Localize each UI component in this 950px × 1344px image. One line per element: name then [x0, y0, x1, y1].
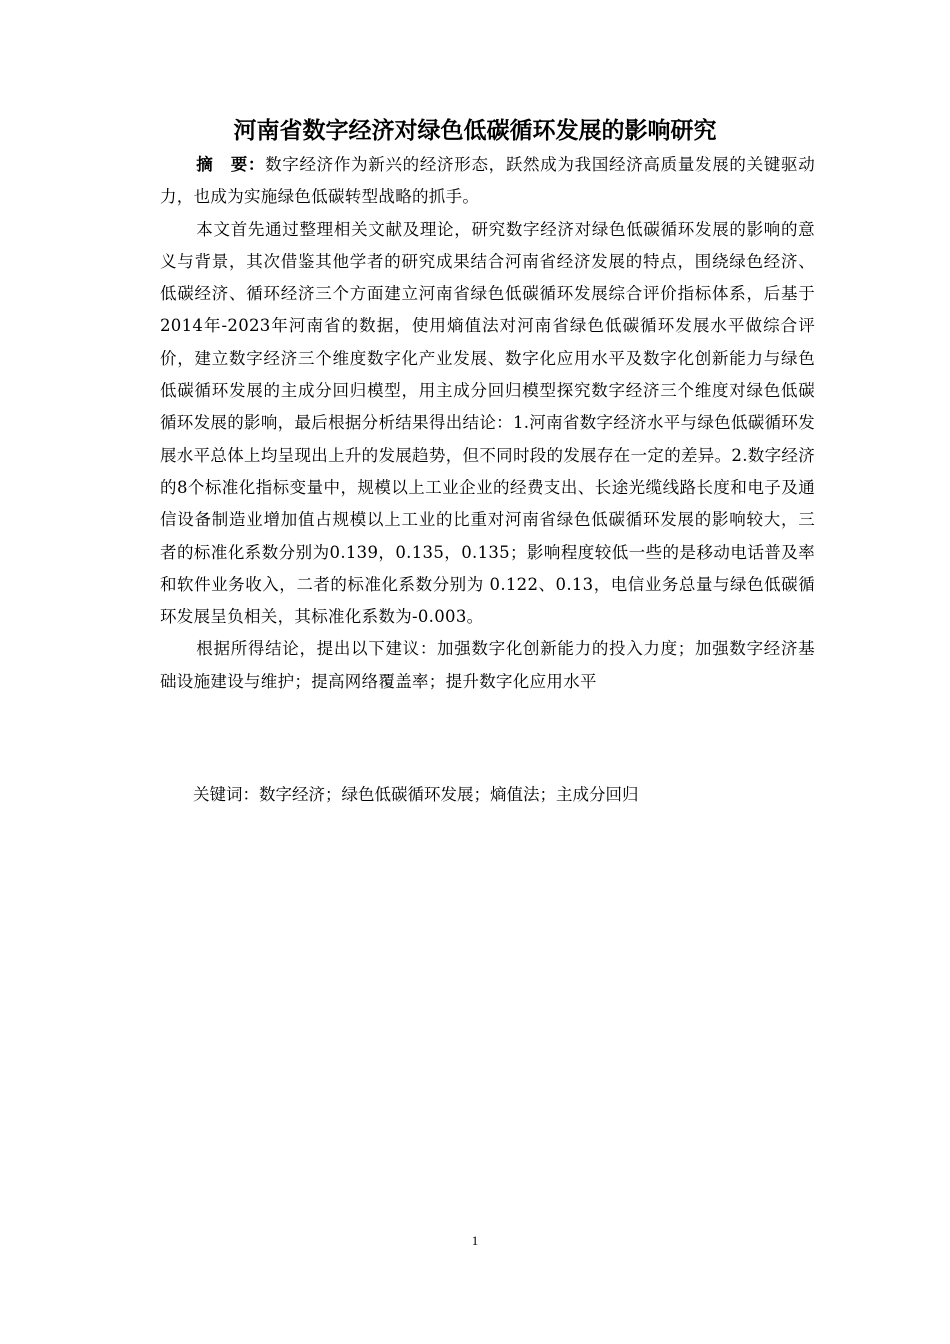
abstract-paragraph-1-text: 数字经济作为新兴的经济形态，跃然成为我国经济高质量发展的关键驱动力，也成为实施绿色低碳转型战略的抓手。 [160, 155, 815, 207]
abstract-paragraph-2: 本文首先通过整理相关文献及理论，研究数字经济对绿色低碳循环发展的影响的意义与背景，其次借鉴其他学者的研究成果结合河南省经济发展的特点，围绕绿色经济、低碳经济、循环经济三个方面建立河南省绿色低碳循环发展综合评价指标体系，后基于2014年-2023年河南省的数据，使用熵值法对河南省绿色低碳循环发展水平做综合评价，建立数字经济三个维度数字化产业发展、数字化应用水平及数字化创新能力与绿色低碳循环发展的主成分回归模型，用主成分回归模型探究数字经济三个维度对绿色低碳循环发展的影响，最后根据分析结果得出结论：1.河南省数字经济水平与绿色低碳循环发展水平总体上均呈现出上升的发展趋势，但不同时段的发展存在一定的差异。2.数字经济的8个标准化指标变量中，规模以上工业企业的经费支出、长途光缆线路长度和电子及通信设备制造业增加值占规模以上工业的比重对河南省绿色低碳循环发展的影响较大，三者的标准化系数分别为0.139，0.135，0.135；影响程度较低一些的是移动电话普及率和软件业务收入，二者的标准化系数分别为 0.122、0.13，电信业务总量与绿色低碳循环发展呈负相关，其标准化系数为-0.003。 [160, 219, 815, 627]
abstract-paragraph-1 [160, 149, 815, 214]
keywords-line [193, 779, 813, 811]
abstract-paragraph-3: 根据所得结论，提出以下建议：加强数字化创新能力的投入力度；加强数字经济基础设施建设与维护；提高网络覆盖率；提升数字化应用水平 [160, 639, 815, 691]
paper-title: 河南省数字经济对绿色低碳循环发展的影响研究 [233, 118, 717, 144]
abstract-section [160, 149, 815, 698]
keywords-text: 数字经济；绿色低碳循环发展；熵值法；主成分回归 [259, 785, 639, 804]
page-number: 1 [471, 1233, 479, 1248]
keywords-label: 关键词： [193, 785, 259, 804]
abstract-label: 摘 要： [196, 155, 266, 174]
